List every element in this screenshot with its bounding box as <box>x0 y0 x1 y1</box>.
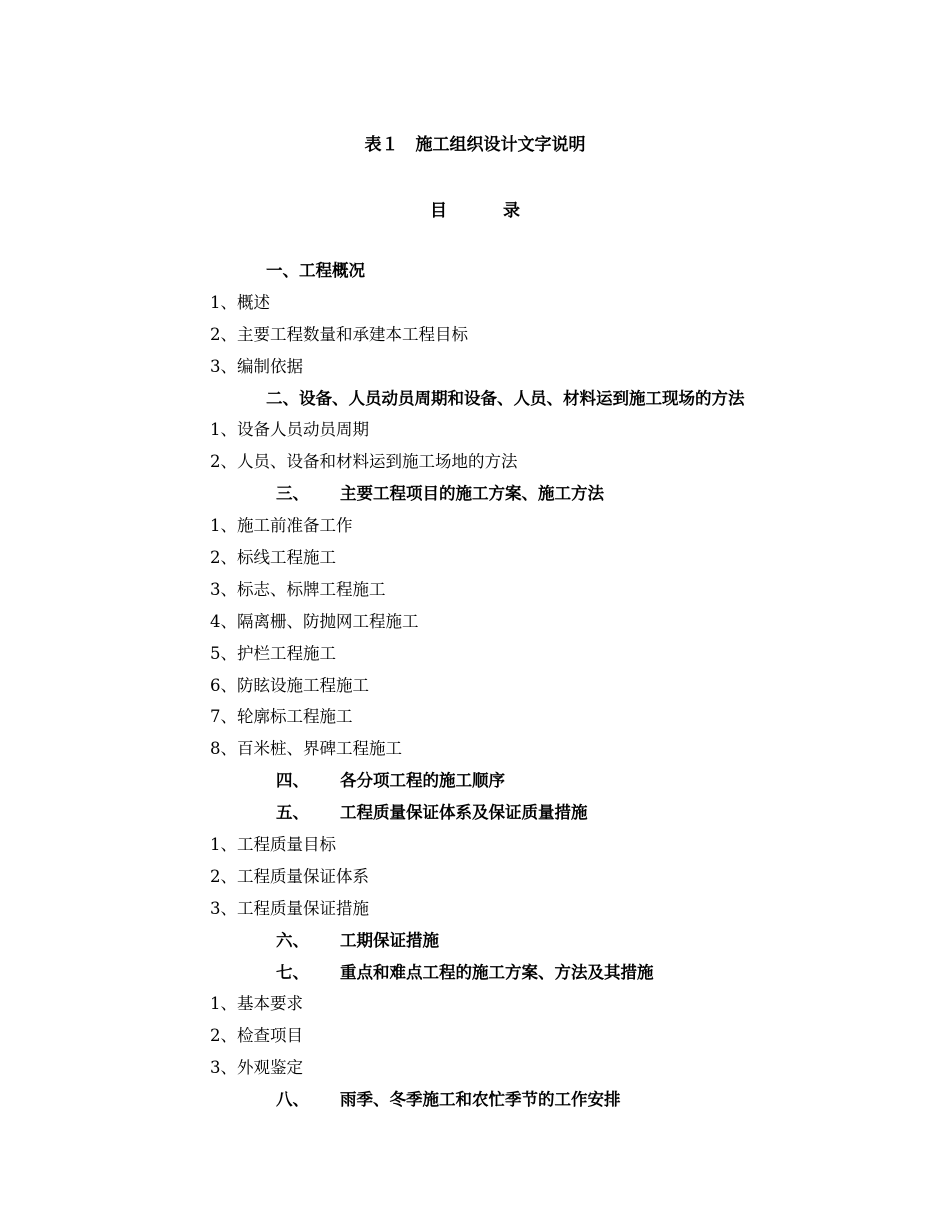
toc-item: 3、标志、标牌工程施工 <box>210 579 386 599</box>
toc-section-heading: 一、工程概况 <box>266 261 365 280</box>
section-number: 三、 <box>276 484 309 504</box>
section-title: 雨季、冬季施工和农忙季节的工作安排 <box>340 1090 621 1110</box>
toc-item: 7、轮廓标工程施工 <box>210 707 353 727</box>
toc-section-heading <box>0 1084 950 1116</box>
toc-item: 2、检查项目 <box>210 1026 303 1046</box>
toc-section-heading <box>0 478 950 510</box>
toc-item: 1、工程质量目标 <box>210 835 336 855</box>
section-number: 七、 <box>276 962 309 982</box>
table-of-contents <box>0 255 950 1116</box>
section-title: 各分项工程的施工顺序 <box>340 771 505 791</box>
toc-item: 8、百米桩、界碑工程施工 <box>210 739 402 759</box>
section-title: 工程质量保证体系及保证质量措施 <box>340 803 588 823</box>
toc-item: 2、主要工程数量和承建本工程目标 <box>210 324 468 344</box>
section-number: 八、 <box>276 1090 309 1110</box>
toc-heading-char-2: 录 <box>503 201 520 221</box>
section-number: 五、 <box>276 803 309 823</box>
section-title: 重点和难点工程的施工方案、方法及其措施 <box>340 962 654 982</box>
toc-section-heading <box>0 957 950 989</box>
toc-item: 4、隔离栅、防抛网工程施工 <box>210 611 419 631</box>
toc-item: 3、工程质量保证措施 <box>210 898 369 918</box>
section-title: 主要工程项目的施工方案、施工方法 <box>340 484 604 504</box>
toc-section-heading <box>0 765 950 797</box>
toc-section-heading <box>0 797 950 829</box>
toc-item: 6、防眩设施工程施工 <box>210 675 369 695</box>
document-title: 表１ 施工组织设计文字说明 <box>364 135 586 155</box>
section-number: 六、 <box>276 930 309 950</box>
toc-item: 1、设备人员动员周期 <box>210 420 369 440</box>
toc-section-heading: 二、设备、人员动员周期和设备、人员、材料运到施工现场的方法 <box>266 388 745 408</box>
toc-item: 1、施工前准备工作 <box>210 516 353 536</box>
section-title: 工期保证措施 <box>340 930 439 950</box>
toc-item: 2、标线工程施工 <box>210 548 336 568</box>
toc-heading-char-1: 目 <box>430 201 447 221</box>
toc-item: 3、编制依据 <box>210 356 303 376</box>
toc-item: 2、工程质量保证体系 <box>210 866 369 886</box>
toc-item: 5、护栏工程施工 <box>210 643 336 663</box>
toc-item: 1、概述 <box>210 292 270 312</box>
toc-section-heading <box>0 925 950 957</box>
toc-item: 1、基本要求 <box>210 994 303 1014</box>
toc-item: 3、外观鉴定 <box>210 1058 303 1078</box>
section-number: 四、 <box>276 771 309 791</box>
toc-item: 2、人员、设备和材料运到施工场地的方法 <box>210 452 518 472</box>
